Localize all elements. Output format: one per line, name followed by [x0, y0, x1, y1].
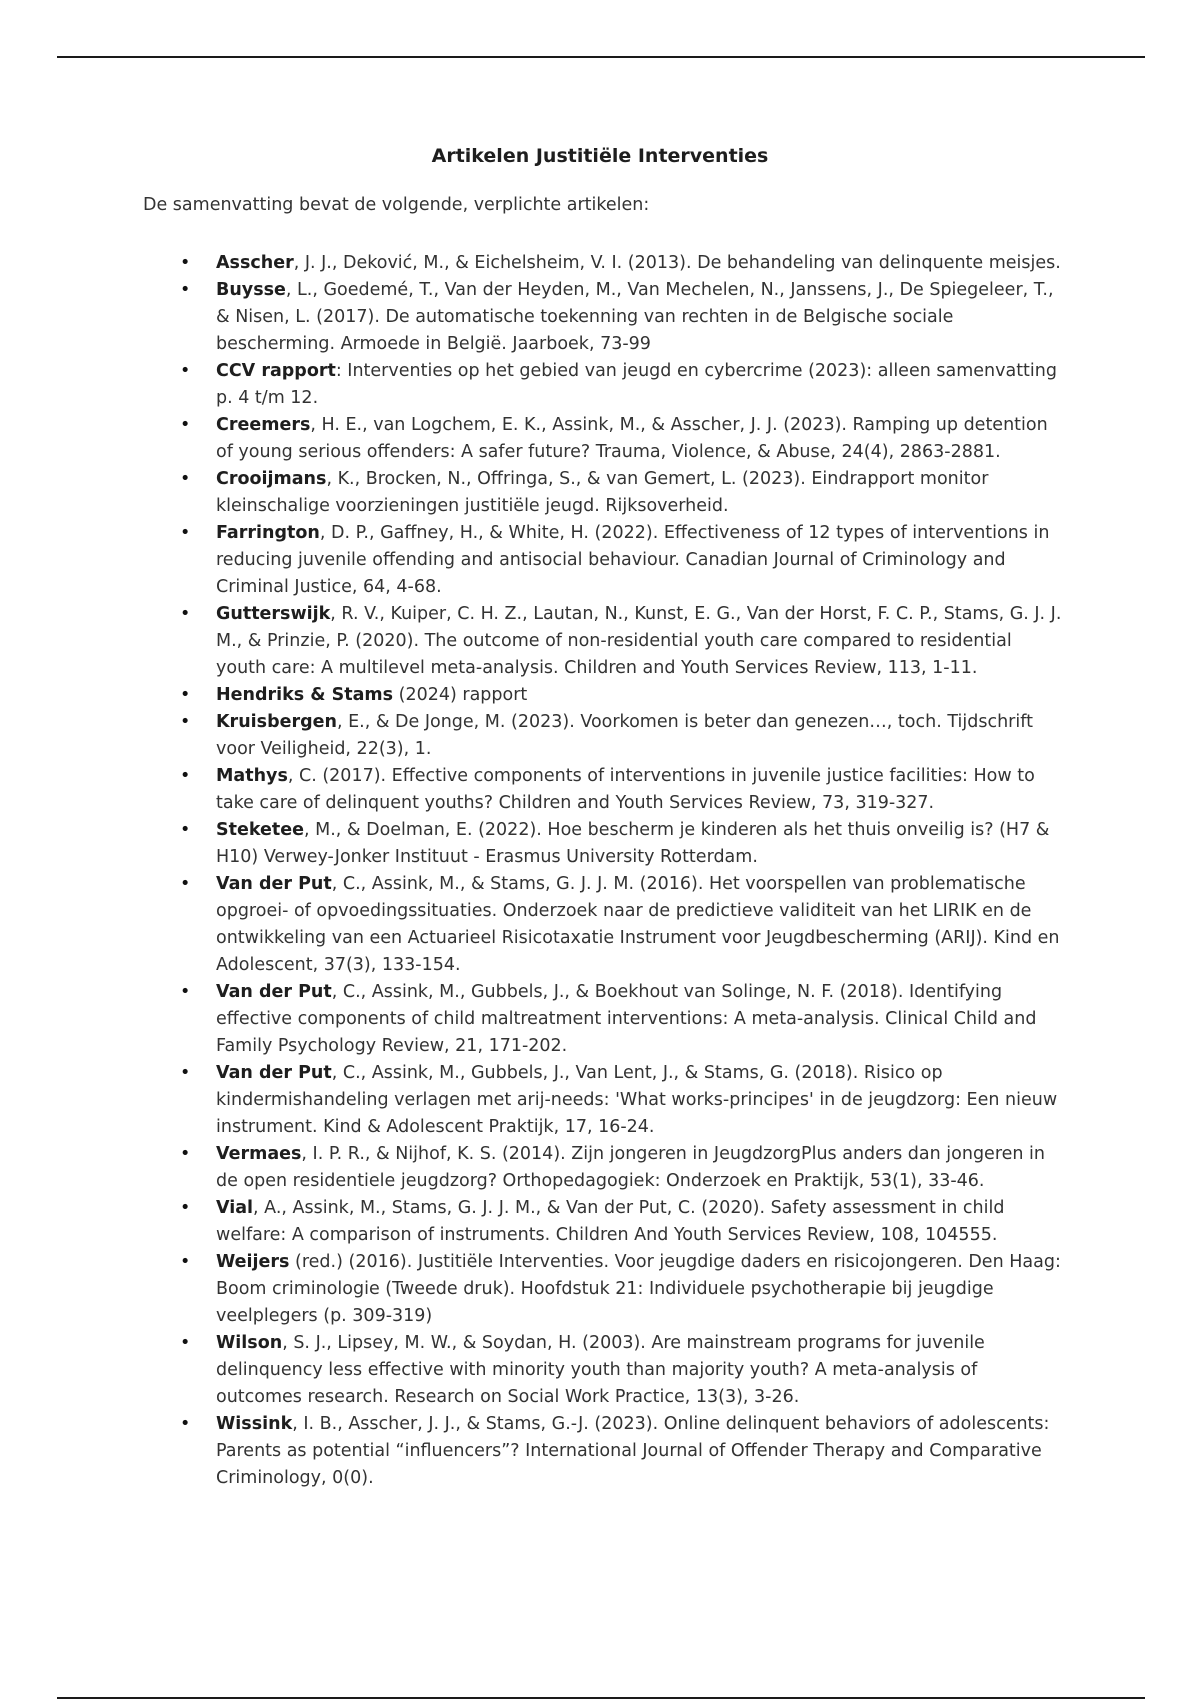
- reference-item: [0, 979, 1064, 1060]
- bullet-icon: •: [180, 1414, 191, 1434]
- reference-item: [0, 1195, 1064, 1249]
- reference-details: , K., Brocken, N., Offringa, S., & van Gemert, L. (2023). Eindrapport monitor kleinschalige voorzieningen justitiële jeugd. Rijksoverheid.: [216, 469, 989, 516]
- reference-details: (red.) (2016). Justitiële Interventies. Voor jeugdige daders en risicojongeren. Den Haag: Boom criminologie (Tweede druk). Hoofdstuk 21: Individuele psychotherapie bij jeugdige veelplegers (p. 309-319): [216, 1252, 1061, 1326]
- bullet-icon: •: [180, 874, 191, 894]
- reference-item: [0, 763, 1064, 817]
- reference-item: [0, 601, 1064, 682]
- reference-details: , C., Assink, M., & Stams, G. J. J. M. (2016). Het voorspellen van problematische opgroei- of opvoedingssituaties. Onderzoek naar de predictieve validiteit van het LIRIK en de ontwikkeling van een Actuarieel Risicotaxatie Instrument voor Jeugdbescherming (ARIJ). Kind en Adolescent, 37(3), 133-154.: [216, 874, 1060, 975]
- reference-details: , I. P. R., & Nijhof, K. S. (2014). Zijn jongeren in JeugdzorgPlus anders dan jongeren in de open residentiele jeugdzorg? Orthopedagogiek: Onderzoek en Praktijk, 53(1), 33-46.: [216, 1144, 1046, 1191]
- reference-item: [0, 250, 1064, 277]
- reference-details: , M., & Doelman, E. (2022). Hoe bescherm je kinderen als het thuis onveilig is? (H7 & H10) Verwey-Jonker Instituut - Erasmus University Rotterdam.: [216, 820, 1050, 867]
- bullet-icon: •: [180, 604, 191, 624]
- reference-item: [0, 682, 1064, 709]
- reference-details: , E., & De Jonge, M. (2023). Voorkomen is beter dan genezen…, toch. Tijdschrift voor Veiligheid, 22(3), 1.: [216, 712, 1033, 759]
- reference-details: , R. V., Kuiper, C. H. Z., Lautan, N., Kunst, E. G., Van der Horst, F. C. P., Stams, G. J. J. M., & Prinzie, P. (2020). The outcome of non-residential youth care compared to residential youth care: A multilevel meta-analysis. Children and Youth Services Review, 113, 1-11.: [216, 604, 1062, 678]
- reference-details: , C., Assink, M., Gubbels, J., & Boekhout van Solinge, N. F. (2018). Identifying effective components of child maltreatment interventions: A meta-analysis. Clinical Child and Family Psychology Review, 21, 171-202.: [216, 982, 1037, 1056]
- reference-details: : Interventies op het gebied van jeugd en cybercrime (2023): alleen samenvatting p. 4 t/m 12.: [216, 361, 1057, 408]
- bullet-icon: •: [180, 766, 191, 786]
- reference-item: [0, 277, 1064, 358]
- bullet-icon: •: [180, 1198, 191, 1218]
- reference-details: , C. (2017). Effective components of interventions in juvenile justice facilities: How to take care of delinquent youths? Children and Youth Services Review, 73, 319-327.: [216, 766, 1035, 813]
- reference-author: Farrington: [216, 523, 320, 543]
- reference-author: Asscher: [216, 253, 294, 273]
- top-divider: [57, 56, 1145, 58]
- reference-details: , D. P., Gaffney, H., & White, H. (2022). Effectiveness of 12 types of interventions in reducing juvenile offending and antisocial behaviour. Canadian Journal of Criminology and Criminal Justice, 64, 4-68.: [216, 523, 1050, 597]
- reference-author: Crooijmans: [216, 469, 327, 489]
- bullet-icon: •: [180, 361, 191, 381]
- bullet-icon: •: [180, 1252, 191, 1272]
- bullet-icon: •: [180, 685, 191, 705]
- reference-item: [0, 1249, 1064, 1330]
- reference-author: Wilson: [216, 1333, 283, 1353]
- reference-item: [0, 412, 1064, 466]
- bullet-icon: •: [180, 523, 191, 543]
- reference-item: [0, 1141, 1064, 1195]
- reference-author: Hendriks & Stams: [216, 685, 394, 705]
- reference-author: Mathys: [216, 766, 288, 786]
- bullet-icon: •: [180, 1063, 191, 1083]
- reference-item: [0, 871, 1064, 979]
- reference-item: [0, 817, 1064, 871]
- reference-author: Vermaes: [216, 1144, 302, 1164]
- bullet-icon: •: [180, 1144, 191, 1164]
- reference-details: , C., Assink, M., Gubbels, J., Van Lent, J., & Stams, G. (2018). Risico op kindermishandeling verlagen met arij-needs: 'What works-principes' in de jeugdzorg: Een nieuw instrument. Kind & Adolescent Praktijk, 17, 16-24.: [216, 1063, 1058, 1137]
- bullet-icon: •: [180, 469, 191, 489]
- reference-author: Weijers: [216, 1252, 290, 1272]
- reference-author: Van der Put: [216, 1063, 332, 1083]
- reference-item: [0, 520, 1064, 601]
- reference-item: [0, 1060, 1064, 1141]
- reference-details: , J. J., Deković, M., & Eichelsheim, V. I. (2013). De behandeling van delinquente meisjes.: [293, 253, 1061, 273]
- bullet-icon: •: [180, 712, 191, 732]
- reference-author: Van der Put: [216, 874, 332, 894]
- bottom-divider: [57, 1697, 1145, 1699]
- reference-author: Creemers: [216, 415, 311, 435]
- reference-item: [0, 1330, 1064, 1411]
- reference-details: , I. B., Asscher, J. J., & Stams, G.-J. (2023). Online delinquent behaviors of adolescents: Parents as potential “influencers”? International Journal of Offender Therapy and Comparative Criminology, 0(0).: [216, 1414, 1050, 1488]
- bullet-icon: •: [180, 982, 191, 1002]
- reference-details: (2024) rapport: [393, 685, 528, 705]
- reference-list: [0, 250, 1064, 1492]
- reference-author: Wissink: [216, 1414, 293, 1434]
- reference-item: [0, 1411, 1064, 1492]
- reference-author: CCV rapport: [216, 361, 336, 381]
- page-title: Artikelen Justitiële Interventies: [431, 145, 769, 167]
- reference-item: [0, 358, 1064, 412]
- bullet-icon: •: [180, 280, 191, 300]
- reference-author: Kruisbergen: [216, 712, 337, 732]
- reference-details: , L., Goedemé, T., Van der Heyden, M., Van Mechelen, N., Janssens, J., De Spiegeleer, T., & Nisen, L. (2017). De automatische toekenning van rechten in de Belgische sociale bescherming. Armoede in België. Jaarboek, 73-99: [216, 280, 1054, 354]
- reference-details: , S. J., Lipsey, M. W., & Soydan, H. (2003). Are mainstream programs for juvenile delinquency less effective with minority youth than majority youth? A meta-analysis of outcomes research. Research on Social Work Practice, 13(3), 3-26.: [216, 1333, 985, 1407]
- reference-item: [0, 709, 1064, 763]
- bullet-icon: •: [180, 415, 191, 435]
- intro-text: De samenvatting bevat de volgende, verplichte artikelen:: [143, 195, 650, 215]
- reference-item: [0, 466, 1064, 520]
- reference-author: Van der Put: [216, 982, 332, 1002]
- reference-details: , H. E., van Logchem, E. K., Assink, M., & Asscher, J. J. (2023). Ramping up detention of young serious offenders: A safer future? Trauma, Violence, & Abuse, 24(4), 2863-2881.: [216, 415, 1048, 462]
- reference-author: Gutterswijk: [216, 604, 331, 624]
- bullet-icon: •: [180, 1333, 191, 1353]
- reference-author: Steketee: [216, 820, 304, 840]
- bullet-icon: •: [180, 253, 191, 273]
- bullet-icon: •: [180, 820, 191, 840]
- reference-details: , A., Assink, M., Stams, G. J. J. M., & Van der Put, C. (2020). Safety assessment in child welfare: A comparison of instruments. Children And Youth Services Review, 108, 104555.: [216, 1198, 1005, 1245]
- reference-author: Vial: [216, 1198, 254, 1218]
- reference-author: Buysse: [216, 280, 286, 300]
